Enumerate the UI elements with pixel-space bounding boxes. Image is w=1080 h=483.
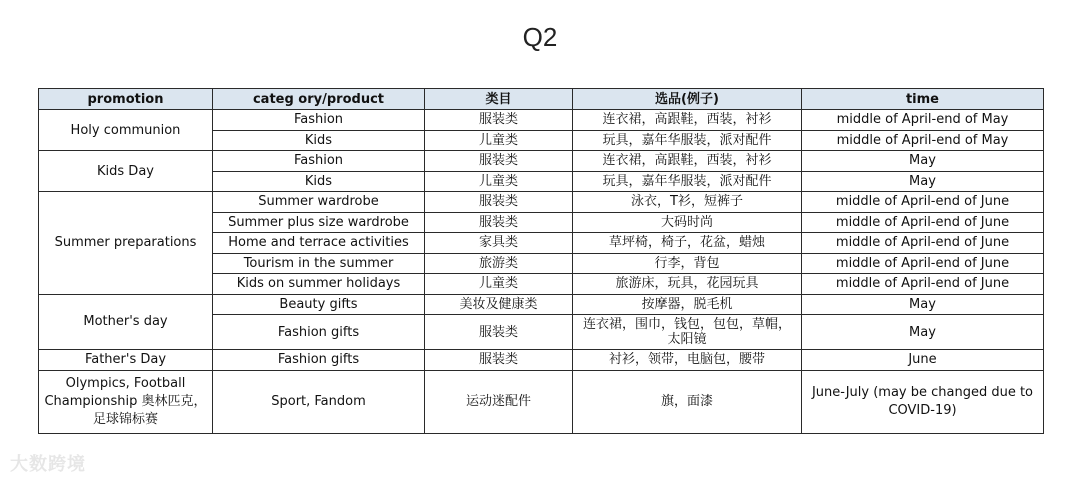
category-zh-cell: 儿童类 — [425, 274, 573, 295]
category-cell: Summer wardrobe — [213, 192, 425, 213]
header-category-zh: 类目 — [425, 89, 573, 110]
header-time: time — [802, 89, 1044, 110]
category-cell: Fashion gifts — [213, 315, 425, 350]
table-row — [39, 110, 1044, 131]
category-zh-cell: 服装类 — [425, 212, 573, 233]
time-cell: middle of April-end of May — [802, 110, 1044, 131]
time-cell: middle of April-end of June — [802, 212, 1044, 233]
page-title: Q2 — [522, 22, 558, 52]
examples-cell: 连衣裙，高跟鞋，西装，衬衫 — [573, 110, 802, 131]
time-cell: May — [802, 171, 1044, 192]
category-cell: Kids on summer holidays — [213, 274, 425, 295]
category-cell: Beauty gifts — [213, 294, 425, 315]
examples-cell: 泳衣，T衫，短裤子 — [573, 192, 802, 213]
time-cell: middle of April-end of June — [802, 274, 1044, 295]
category-cell: Summer plus size wardrobe — [213, 212, 425, 233]
examples-cell: 行李，背包 — [573, 253, 802, 274]
table-row — [39, 151, 1044, 172]
category-zh-cell: 家具类 — [425, 233, 573, 254]
promotion-cell: Holy communion — [39, 110, 213, 151]
category-zh-cell: 服装类 — [425, 151, 573, 172]
header-promotion: promotion — [39, 89, 213, 110]
time-cell: middle of April-end of June — [802, 233, 1044, 254]
time-cell: middle of April-end of May — [802, 130, 1044, 151]
promotion-cell: Father's Day — [39, 350, 213, 371]
category-cell: Kids — [213, 171, 425, 192]
time-cell: May — [802, 294, 1044, 315]
category-cell: Home and terrace activities — [213, 233, 425, 254]
category-zh-cell: 儿童类 — [425, 130, 573, 151]
table-row — [39, 294, 1044, 315]
time-cell: middle of April-end of June — [802, 192, 1044, 213]
time-cell: May — [802, 315, 1044, 350]
table-row — [39, 192, 1044, 213]
watermark-logo: 大数跨境 — [10, 454, 86, 475]
category-zh-cell: 服装类 — [425, 315, 573, 350]
category-cell: Tourism in the summer — [213, 253, 425, 274]
time-cell: middle of April-end of June — [802, 253, 1044, 274]
promotion-cell: Kids Day — [39, 151, 213, 192]
table-row — [39, 370, 1044, 433]
examples-cell: 连衣裙，高跟鞋，西装，衬衫 — [573, 151, 802, 172]
table-header-row — [39, 89, 1044, 110]
examples-cell: 旗，面漆 — [573, 370, 802, 433]
time-cell: June-July (may be changed due to COVID-19) — [802, 370, 1044, 433]
table-row — [39, 350, 1044, 371]
examples-cell: 草坪椅，椅子，花盆，蜡烛 — [573, 233, 802, 254]
examples-cell: 连衣裙，围巾，钱包，包包，草帽，太阳镜 — [573, 315, 802, 350]
examples-cell: 旅游床，玩具，花园玩具 — [573, 274, 802, 295]
promotion-cell: Olympics, Football Championship 奥林匹克，足球锦标赛 — [39, 370, 213, 433]
examples-cell: 衬衫，领带，电脑包，腰带 — [573, 350, 802, 371]
examples-cell: 大码时尚 — [573, 212, 802, 233]
examples-cell: 玩具，嘉年华服装，派对配件 — [573, 130, 802, 151]
category-zh-cell: 运动迷配件 — [425, 370, 573, 433]
header-category: categ ory/product — [213, 89, 425, 110]
time-cell: June — [802, 350, 1044, 371]
category-zh-cell: 旅游类 — [425, 253, 573, 274]
category-zh-cell: 服装类 — [425, 110, 573, 131]
category-zh-cell: 儿童类 — [425, 171, 573, 192]
time-cell: May — [802, 151, 1044, 172]
category-zh-cell: 服装类 — [425, 192, 573, 213]
promotion-cell: Mother's day — [39, 294, 213, 350]
examples-cell: 按摩器，脱毛机 — [573, 294, 802, 315]
category-zh-cell: 服装类 — [425, 350, 573, 371]
promotion-table — [38, 88, 1044, 434]
examples-cell: 玩具，嘉年华服装，派对配件 — [573, 171, 802, 192]
category-cell: Sport, Fandom — [213, 370, 425, 433]
promotion-cell: Summer preparations — [39, 192, 213, 295]
category-cell: Fashion — [213, 151, 425, 172]
category-cell: Fashion — [213, 110, 425, 131]
header-examples: 选品(例子) — [573, 89, 802, 110]
category-zh-cell: 美妆及健康类 — [425, 294, 573, 315]
category-cell: Fashion gifts — [213, 350, 425, 371]
category-cell: Kids — [213, 130, 425, 151]
